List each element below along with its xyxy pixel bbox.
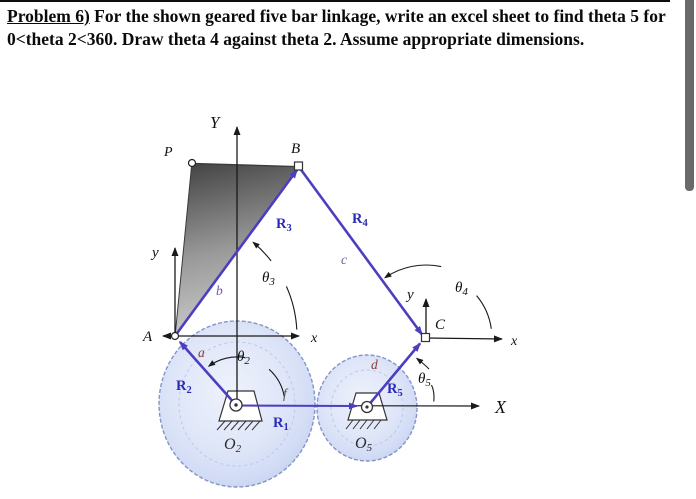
label-point-b: B <box>291 141 301 157</box>
joint-a <box>172 333 179 340</box>
label-length-c: c <box>341 252 347 267</box>
label-origin-o2: O2 <box>224 436 242 455</box>
label-origin-o5: O5 <box>355 435 373 454</box>
label-point-p: P <box>164 145 173 160</box>
label-link-r2: $R_2$ <box>176 378 192 396</box>
theta5-arc-lower <box>432 385 435 402</box>
problem-number: Problem 6) <box>7 6 90 26</box>
pivot-o2-center-dot <box>234 403 237 406</box>
label-link-r4: $R_4$ <box>352 211 368 229</box>
link-r4-vector <box>299 167 422 335</box>
label-link-r5: $R_5$ <box>387 381 403 399</box>
label-theta4: $\theta_4$ <box>455 280 468 298</box>
scrollbar-thumb[interactable] <box>685 0 694 191</box>
point-p-marker <box>189 160 196 167</box>
label-point-c: C <box>435 317 446 333</box>
joint-c <box>422 334 430 342</box>
label-local-y-a: y <box>152 245 159 261</box>
label-length-d: d <box>371 357 378 372</box>
label-theta3: $\theta_3$ <box>262 270 275 288</box>
problem-line-2: 0<theta 2<360. Draw theta 4 against theta 2. Assume appropriate dimensions. <box>7 29 585 49</box>
joint-b <box>295 162 303 170</box>
theta4-arc <box>385 265 441 277</box>
theta5-arc <box>417 359 429 370</box>
label-local-x-c: x <box>511 334 518 349</box>
local-x-axis-at-c <box>426 338 502 339</box>
problem-line-1-text: For the shown geared five bar linkage, write an excel sheet to find theta 5 for <box>89 6 666 26</box>
label-theta2: $\theta_2$ <box>237 349 250 367</box>
label-theta5: $\theta_5$ <box>418 371 431 389</box>
label-local-x-a: x <box>311 331 318 346</box>
theta4-arc-lower <box>477 296 492 329</box>
link-r1-vector <box>237 406 357 407</box>
label-global-y: Y <box>210 113 220 132</box>
label-global-x: X <box>495 397 506 417</box>
label-length-a: a <box>198 345 205 360</box>
label-local-y-c: y <box>407 287 414 303</box>
theta3-arc <box>253 243 271 261</box>
theta3-arc-lower <box>286 286 296 329</box>
label-point-a: A <box>143 329 153 345</box>
pivot-o5-center-dot <box>365 405 368 408</box>
label-link-r3: $R_3$ <box>276 216 292 234</box>
label-length-b: b <box>216 283 223 298</box>
label-length-f: f <box>283 386 287 401</box>
label-link-r1: $R_1$ <box>273 415 289 433</box>
